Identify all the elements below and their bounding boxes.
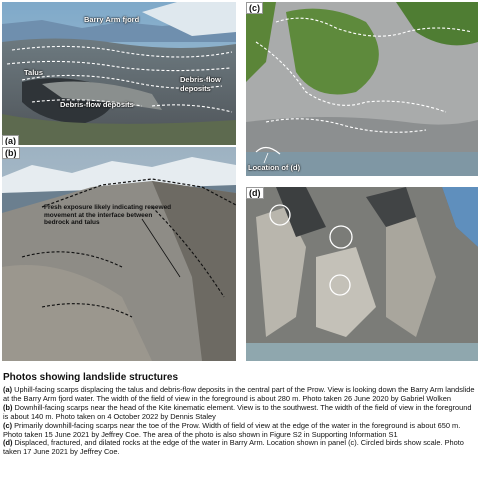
annotation-talus: Talus [24, 68, 44, 77]
caption-item-b [3, 404, 477, 422]
caption-tag-d: (d) [3, 438, 13, 448]
panel-label-d: (d) [246, 187, 264, 199]
caption-text-b: Downhill-facing scarps near the head of the Kite kinematic element. View is to the southwest. The width of the field of view in the foreground is about 140 m. Photo taken on 4 October 2022 by Dennis Staley [3, 402, 472, 421]
caption-item-d [3, 439, 477, 457]
figure-caption [3, 372, 477, 457]
caption-tag-a: (a) [3, 385, 13, 394]
caption-tag-b: (b) [3, 402, 13, 412]
annotation-fresh-exposure: Fresh exposure likely indicating renewed movement at the interface between bedrock and talus [44, 204, 172, 226]
photo-panel-a [2, 2, 236, 145]
caption-title: Photos showing landslide structures [3, 372, 179, 383]
panel-label-c: (c) [246, 2, 263, 14]
photo-d-image [246, 187, 478, 361]
photo-panel-c [246, 2, 478, 176]
caption-text-d: Displaced, fractured, and dilated rocks at the edge of the water in Barry Arm. Location shown in panel (c). Circled birds show scale. Photo taken 17 June 2021 by Jeffrey Coe. [3, 438, 464, 457]
caption-text-c: Primarily downhill-facing scarps near the toe of the Prow. Width of field of view at the edge of the water in the foreground is about 650 m. Photo taken 15 June 2021 by Jeffrey Coe. The area of the photo is also shown in Figure S2 in Supporting Information S1 [3, 420, 461, 439]
panel-label-b: (b) [2, 147, 20, 159]
panel-label-a: (a) [2, 135, 19, 145]
photo-b-image [2, 147, 236, 361]
annotation-debris-flow-deposits-right: Debris-flow deposits [180, 75, 221, 93]
caption-tag-c: (c) [3, 420, 13, 430]
caption-text-a: Uphill-facing scarps displacing the talus and debris-flow deposits in the central part of the Prow. View is looking down the Barry Arm landslide at the Barry Arm fjord water. The width of the field of view in the foreground is about 280 m. Photo taken 26 June 2020 by Gabriel Wolken [3, 385, 475, 403]
photo-panel-b [2, 147, 236, 361]
caption-item-a [3, 386, 477, 404]
annotation-location-of-d: Location of (d) [248, 163, 301, 172]
photo-panel-d [246, 187, 478, 361]
annotation-debris-flow-deposits-center: Debris-flow deposits [60, 100, 134, 109]
annotation-barry-arm-fjord: Barry Arm fjord [84, 15, 140, 24]
caption-item-c [3, 422, 477, 440]
photo-c-image [246, 2, 478, 176]
